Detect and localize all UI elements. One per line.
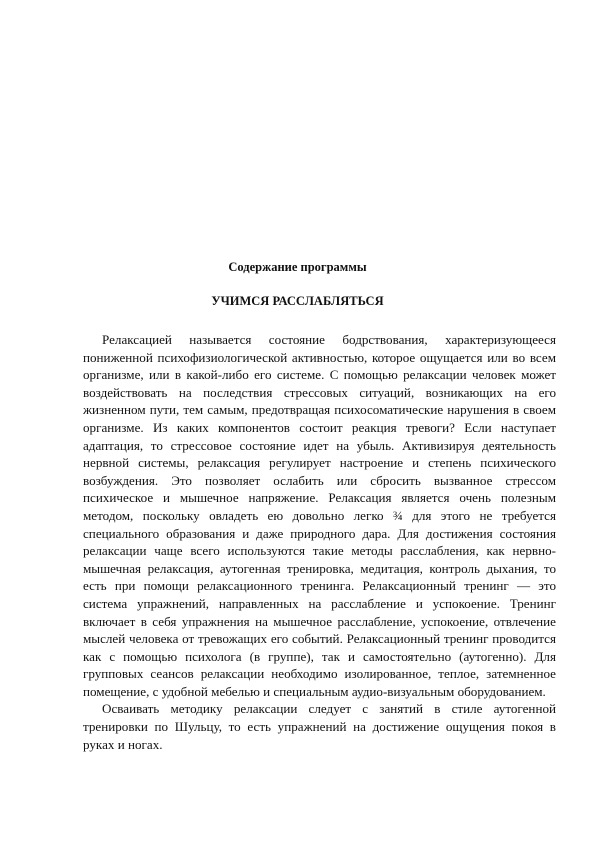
body-text (83, 331, 556, 753)
section-subtitle: Содержание программы (228, 260, 367, 274)
page-title: УЧИМСЯ РАССЛАБЛЯТЬСЯ (211, 294, 384, 308)
paragraph-2: Осваивать методику релаксации следует с занятий в стиле аутогенной тренировки по Шульцу, то есть упражнений на достижение ощущения покоя в руках и ногах. (83, 701, 556, 752)
paragraph-1: Релаксацией называется состояние бодрствования, характеризующееся пониженной психофизиологической активностью, которое ощущается или во всем организме, или в какой-либо его системе. С помощью релаксации человек может воздействовать на последствия стрессовых ситуаций, возникающих на его жизненном пути, тем самым, предотвращая психосоматические нарушения в своем организме. Из каких компонентов состоит реакция тревоги? Если наступает адаптация, то стрессовое состояние идет на убыль. Активизируя деятельность нервной системы, релаксация регулирует настроение и степень психического возбуждения. Это позволяет ослабить или сбросить вызванное стрессом психическое и мышечное напряжение. Релаксация является очень полезным методом, поскольку овладеть ею довольно легко ¾ для этого не требуется специального образования и даже природного дара. Для достижения состояния релаксации чаще всего используются такие методы расслабления, как нервно-мышечная релаксация, аутогенная тренировка, медитация, контроль дыхания, то есть при помощи релаксационного тренинга. Релаксационный тренинг — это система упражнений, направленных на расслабление и успокоение. Тренинг включает в себя упражнения на мышечное расслабление, успокоение, отвлечение мыслей человека от тревожащих его событий. Релаксационный тренинг проводится как с помощью психолога (в группе), так и самостоятельно (аутогенно). Для групповых сеансов релаксации необходимо изолированное, теплое, затемненное помещение, с удобной мебелью и специальным аудио-визуальным оборудованием. (83, 332, 556, 699)
